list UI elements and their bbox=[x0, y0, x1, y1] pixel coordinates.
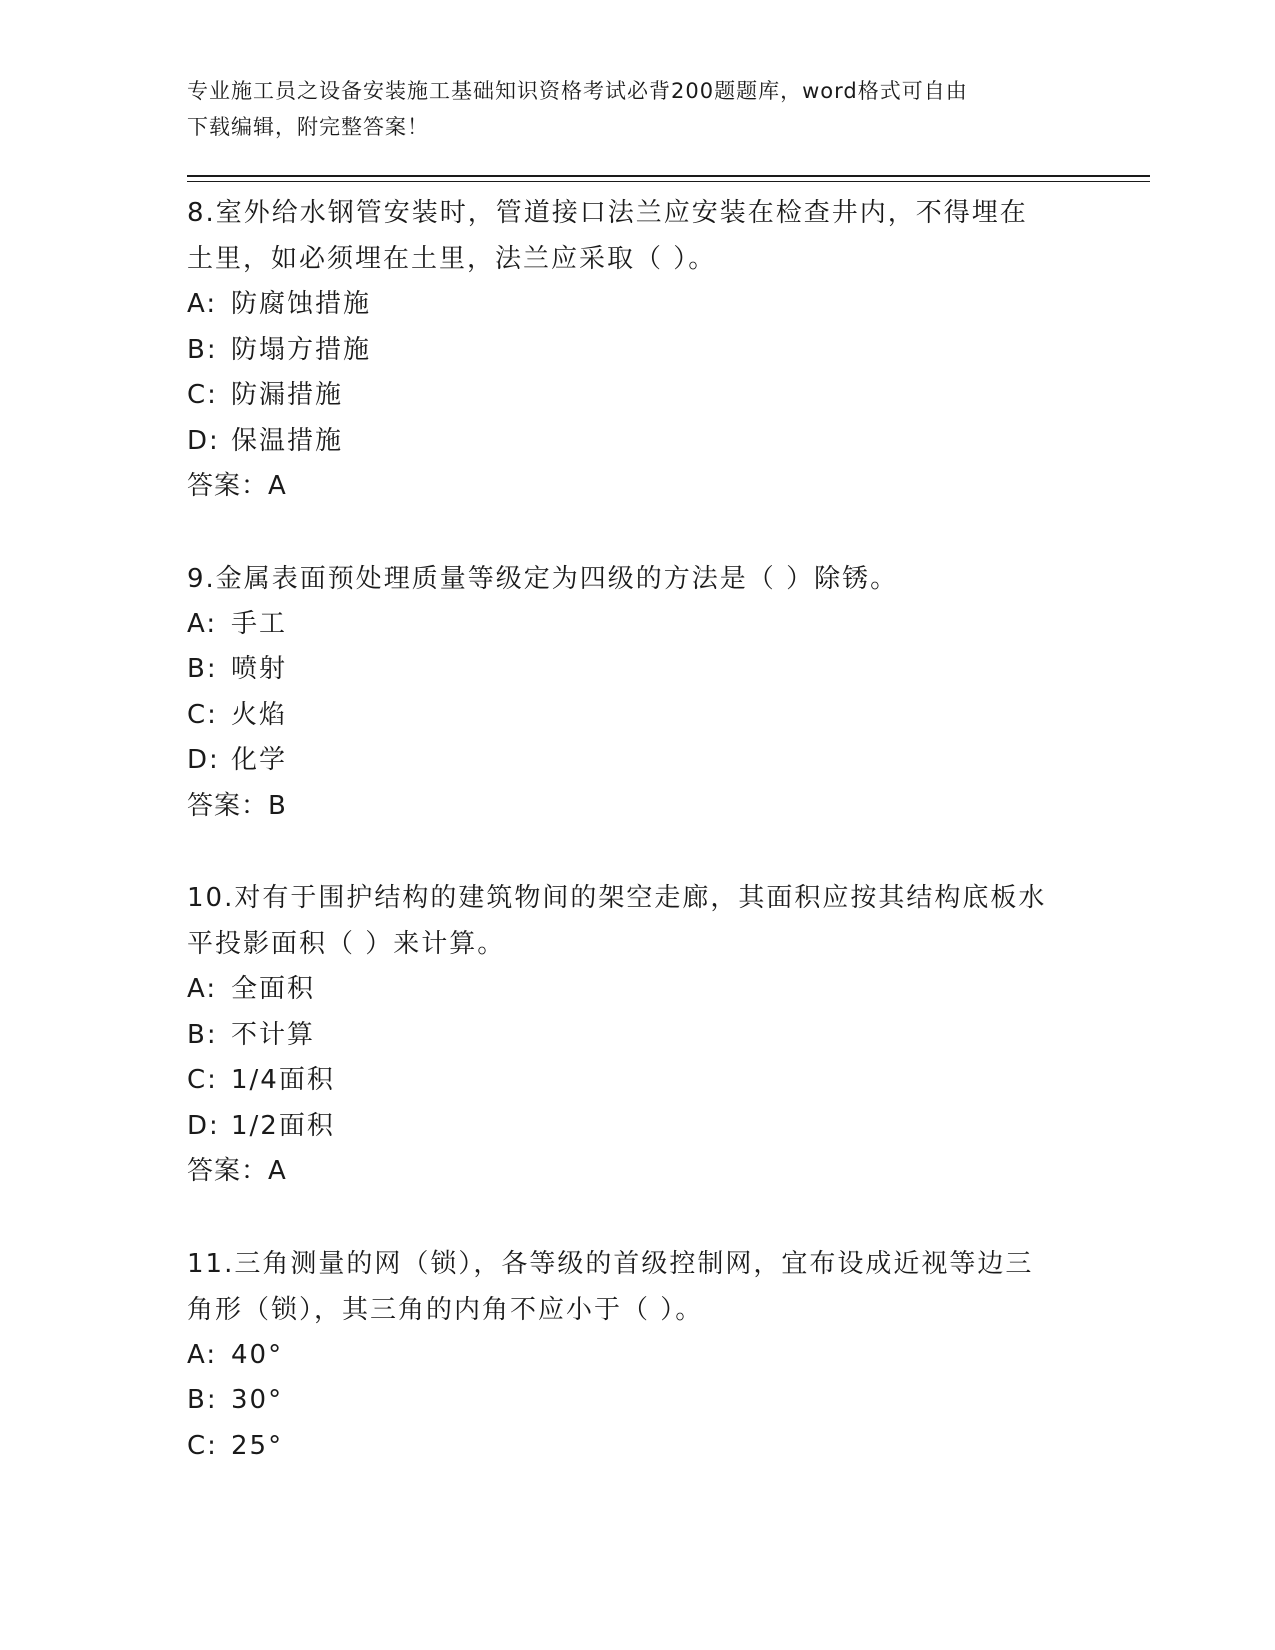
option-letter: A: bbox=[187, 1339, 218, 1370]
option-text: 1/4面积 bbox=[231, 1065, 335, 1095]
option-c bbox=[187, 1424, 1087, 1470]
question-text-line: 土里，如必须埋在土里，法兰应采取（ ）。 bbox=[187, 244, 717, 274]
option-d bbox=[187, 1104, 1087, 1150]
option-c bbox=[187, 1058, 1087, 1104]
option-letter: D: bbox=[187, 1110, 220, 1141]
question-text-line: 8.室外给水钢管安装时，管道接口法兰应安装在检查井内，不得埋在 bbox=[187, 198, 1028, 228]
option-text: 保温措施 bbox=[231, 425, 344, 456]
header-line-2: 下载编辑，附完整答案！ bbox=[187, 115, 429, 139]
header-divider-thick bbox=[187, 175, 1150, 177]
document-header bbox=[187, 73, 1067, 145]
header-divider-thin bbox=[187, 181, 1150, 182]
option-b bbox=[187, 328, 1087, 374]
option-a bbox=[187, 1333, 1087, 1379]
question-text-line: 平投影面积（ ）来计算。 bbox=[187, 929, 506, 959]
option-b bbox=[187, 1013, 1087, 1059]
option-letter: B: bbox=[187, 1019, 218, 1050]
answer-line: 答案：A bbox=[187, 471, 287, 501]
answer-line: 答案：B bbox=[187, 790, 287, 821]
option-letter: A: bbox=[187, 608, 218, 639]
option-letter: C: bbox=[187, 1430, 218, 1461]
option-text: 防塌方措施 bbox=[231, 334, 372, 365]
option-text: 手工 bbox=[231, 608, 288, 639]
option-text: 化学 bbox=[231, 745, 288, 775]
option-text: 不计算 bbox=[231, 1019, 316, 1050]
option-text: 防漏措施 bbox=[231, 380, 344, 410]
question-text-line: 角形（锁），其三角的内角不应小于（ ）。 bbox=[187, 1294, 704, 1325]
option-text: 30° bbox=[231, 1385, 284, 1415]
option-letter: B: bbox=[187, 334, 218, 365]
option-letter: A: bbox=[187, 289, 218, 319]
question-text-line: 9.金属表面预处理质量等级定为四级的方法是（ ）除锈。 bbox=[187, 563, 899, 594]
option-a bbox=[187, 282, 1087, 328]
option-text: 防腐蚀措施 bbox=[231, 289, 372, 319]
option-b bbox=[187, 647, 1087, 693]
question-text-line: 11.三角测量的网（锁），各等级的首级控制网，宜布设成近视等边三 bbox=[187, 1248, 1034, 1279]
option-d bbox=[187, 738, 1087, 784]
option-text: 40° bbox=[231, 1339, 284, 1370]
header-line-1: 专业施工员之设备安装施工基础知识资格考试必背200题题库，word格式可自由 bbox=[187, 79, 968, 103]
option-d bbox=[187, 419, 1087, 465]
question-list bbox=[187, 190, 1087, 1515]
option-letter: B: bbox=[187, 1385, 218, 1415]
option-text: 喷射 bbox=[231, 654, 288, 684]
option-letter: C: bbox=[187, 1065, 218, 1095]
option-text: 1/2面积 bbox=[231, 1110, 335, 1141]
option-c bbox=[187, 693, 1087, 739]
question-11 bbox=[187, 1241, 1087, 1470]
option-letter: C: bbox=[187, 699, 218, 730]
option-letter: B: bbox=[187, 654, 218, 684]
option-text: 全面积 bbox=[231, 974, 316, 1004]
question-10 bbox=[187, 875, 1087, 1195]
option-letter: D: bbox=[187, 745, 220, 775]
option-letter: C: bbox=[187, 380, 218, 410]
option-c bbox=[187, 373, 1087, 419]
option-a bbox=[187, 967, 1087, 1013]
answer-line: 答案：A bbox=[187, 1156, 287, 1186]
option-text: 火焰 bbox=[231, 699, 288, 730]
option-a bbox=[187, 602, 1087, 648]
option-b bbox=[187, 1378, 1087, 1424]
question-9 bbox=[187, 556, 1087, 830]
question-8 bbox=[187, 190, 1087, 510]
question-text-line: 10.对有于围护结构的建筑物间的架空走廊，其面积应按其结构底板水 bbox=[187, 883, 1047, 913]
option-letter: A: bbox=[187, 974, 218, 1004]
option-text: 25° bbox=[231, 1430, 284, 1461]
option-letter: D: bbox=[187, 425, 220, 456]
